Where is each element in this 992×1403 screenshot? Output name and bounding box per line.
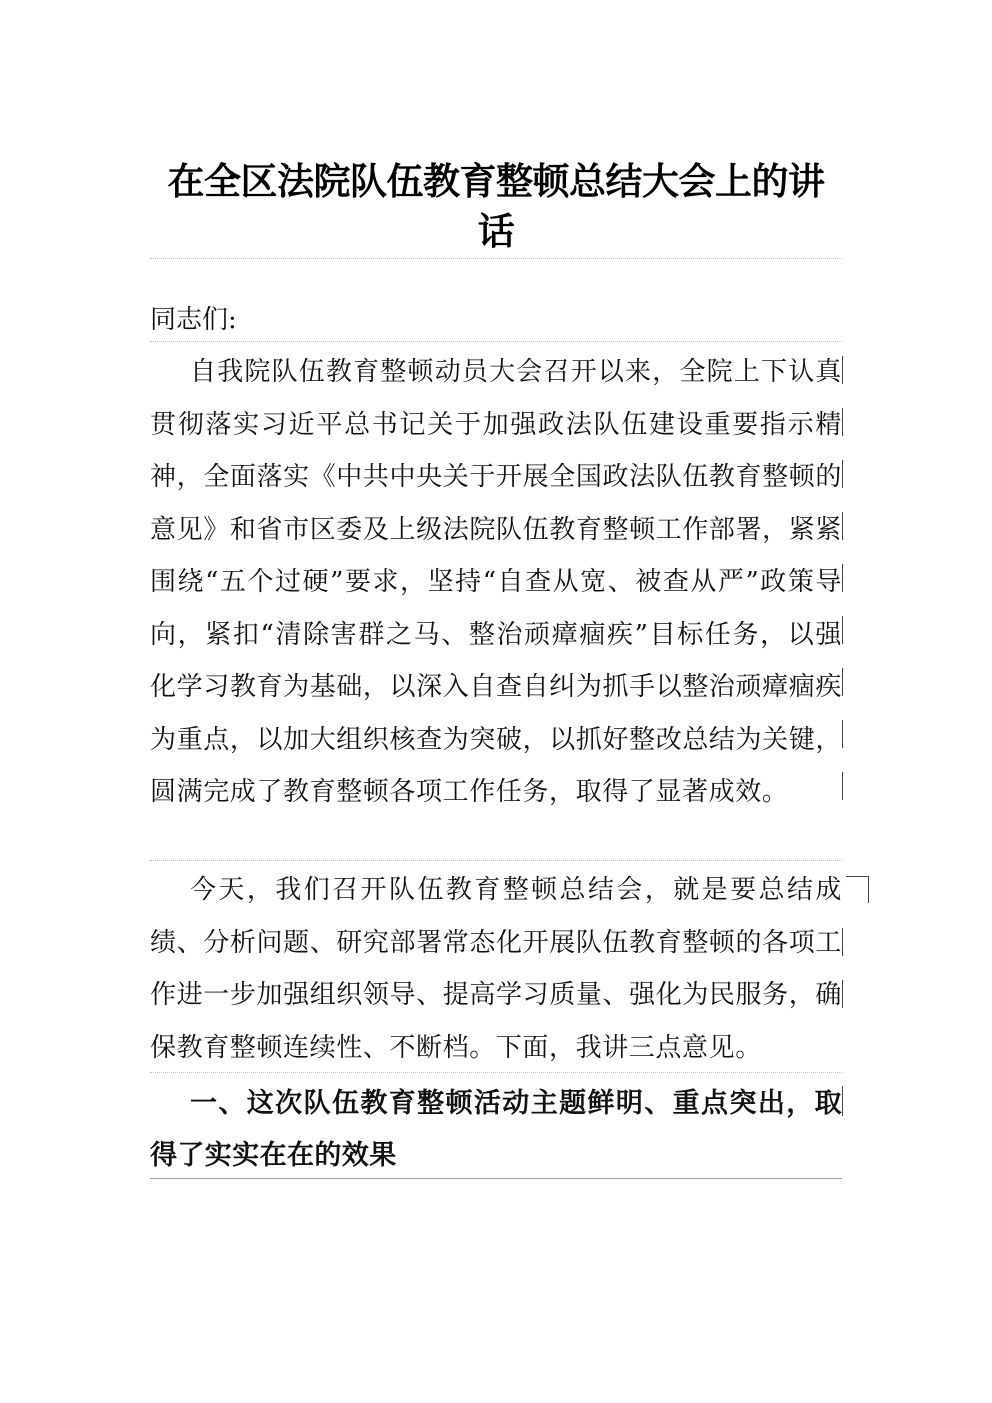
greeting-divider xyxy=(150,341,842,342)
paragraph-purpose: 今天，我们召开队伍教育整顿总结会，就是要总结成绩、分析问题、研究部署常态化开展队伍教育整顿的各项工作进一步加强组织领导、提高学习质量、强化为民服务，确保教育整顿连续性、不断档。下面，我讲三点意见。 xyxy=(150,875,842,1063)
paragraph-divider xyxy=(150,1072,842,1073)
margin-marker xyxy=(842,356,843,384)
margin-marker xyxy=(842,928,843,956)
paragraph-intro: 自我院队伍教育整顿动员大会召开以来，全院上下认真贯彻落实习近平总书记关于加强政法队伍建设重要指示精神，全面落实《中共中央关于开展全国政法队伍教育整顿的意见》和省市区委及上级法院队伍教育整顿工作部署，紧紧围绕“五个过硬”要求，坚持“自查从宽、被查从严”政策导向，紧扣“清除害群之马、整治顽瘴痼疾”目标任务，以强化学习教育为基础，以深入自查自纠为抓手以整治顽瘴痼疾为重点，以加大组织核查为突破，以抓好整改总结为关键，圆满完成了教育整顿各项工作任务，取得了显著成效。 xyxy=(150,357,842,807)
margin-marker xyxy=(842,1086,843,1116)
greeting: 同志们: xyxy=(150,305,237,335)
document-title: 在全区法院队伍教育整顿总结大会上的讲话 xyxy=(167,159,825,253)
margin-marker xyxy=(842,460,843,488)
paragraph-divider xyxy=(150,860,842,861)
section-divider xyxy=(150,1178,842,1179)
title-divider xyxy=(150,258,842,259)
margin-marker xyxy=(842,512,843,540)
margin-marker xyxy=(842,408,843,436)
section-heading: 一、这次队伍教育整顿活动主题鲜明、重点突出，取得了实实在在的效果 xyxy=(150,1088,842,1171)
margin-marker xyxy=(842,720,843,748)
margin-marker xyxy=(842,980,843,1008)
margin-corner-marker xyxy=(846,876,869,903)
margin-marker xyxy=(842,616,843,644)
margin-marker xyxy=(842,564,843,592)
margin-marker xyxy=(842,668,843,696)
margin-marker xyxy=(842,772,843,800)
